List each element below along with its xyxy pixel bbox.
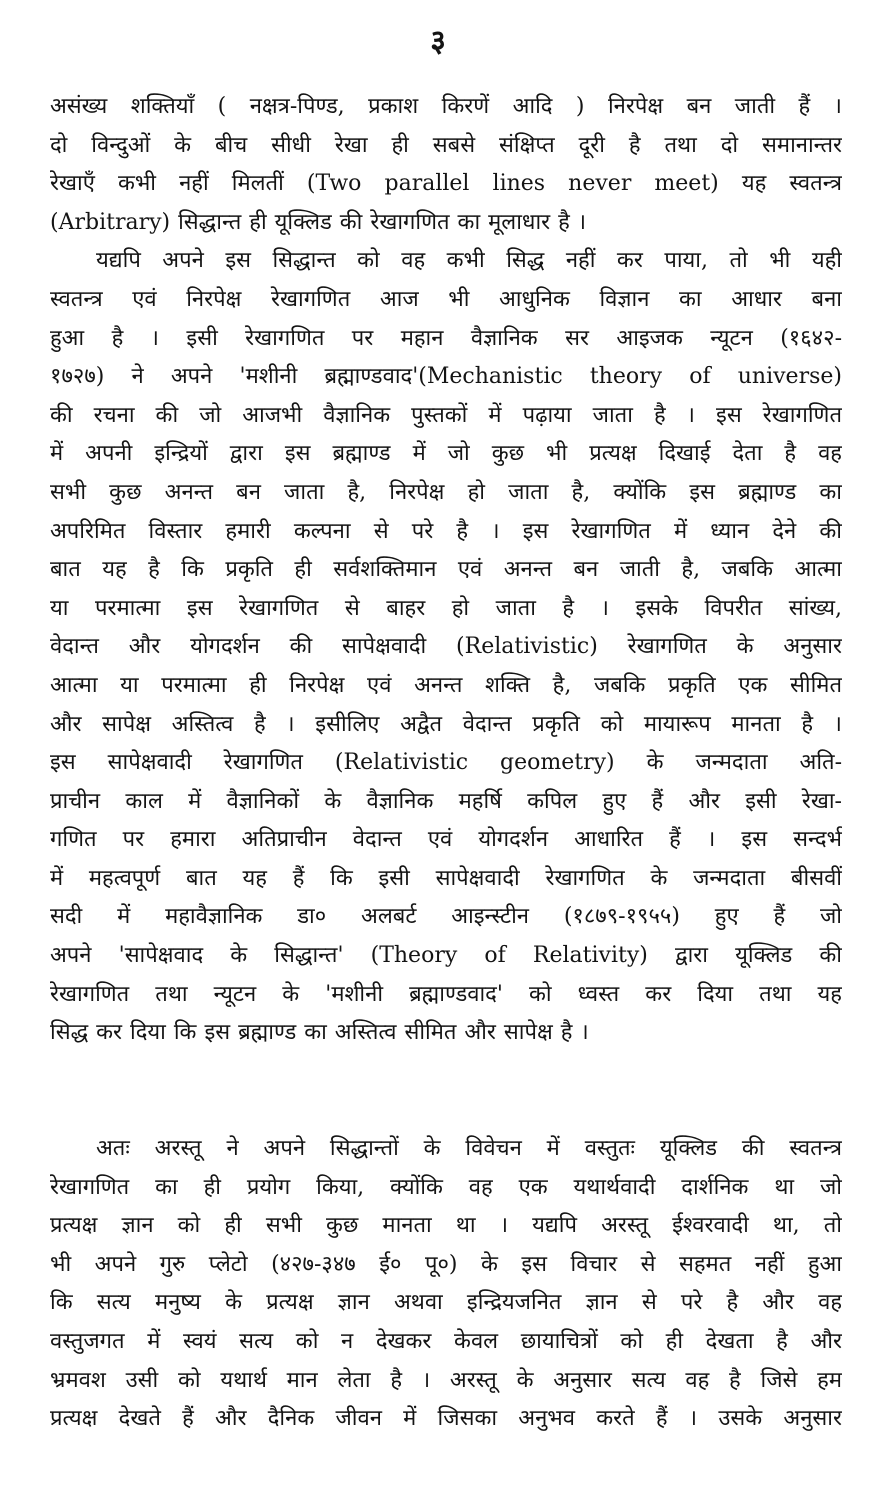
text-line: स्वतन्त्र एवं निरपेक्ष रेखागणित आज भी आधुनिक विज्ञान का आधार बना <box>50 286 842 312</box>
text-line: भी अपने गुरु प्लेटो (४२७-३४७ ई० पू०) के इस विचार से सहमत नहीं हुआ <box>50 1251 842 1277</box>
text-block-lower <box>50 1130 842 1439</box>
text-line: अतः अरस्तू ने अपने सिद्धान्तों के विवेचन में वस्तुतः यूक्लिड की स्वतन्त्र <box>96 1136 842 1161</box>
text-line: सदी में महावैज्ञानिक डा० अलबर्ट आइन्स्टीन (१८७९-१९५५) हुए हैं जो <box>50 904 842 930</box>
text-line: प्रत्यक्ष देखते हैं और दैनिक जीवन में जिसका अनुभव करते हैं । उसके अनुसार <box>50 1406 842 1432</box>
text-line: रेखाएँ कभी नहीं मिलतीं (Two parallel lines never meet) यह स्वतन्त्र <box>50 171 842 197</box>
text-line: इस सापेक्षवादी रेखागणित (Relativistic geometry) के जन्मदाता अति- <box>50 750 842 776</box>
text-line: दो विन्दुओं के बीच सीधी रेखा ही सबसे संक्षिप्त दूरी है तथा दो समानान्तर <box>50 132 842 158</box>
text-line: में अपनी इन्द्रियों द्वारा इस ब्रह्माण्ड में जो कुछ भी प्रत्यक्ष दिखाई देता है वह <box>50 441 842 467</box>
text-line: गणित पर हमारा अतिप्राचीन वेदान्त एवं योगदर्शन आधारित हैं । इस सन्दर्भ <box>50 827 842 853</box>
text-line: में महत्वपूर्ण बात यह हैं कि इसी सापेक्षवादी रेखागणित के जन्मदाता बीसवीं <box>50 865 842 891</box>
text-line: की रचना की जो आजभी वैज्ञानिक पुस्तकों में पढ़ाया जाता है । इस रेखागणित <box>50 402 842 428</box>
text-line: अपने 'सापेक्षवाद के सिद्धान्त' (Theory of Relativity) द्वारा यूक्लिड की <box>50 943 842 969</box>
text-line: प्रत्यक्ष ज्ञान को ही सभी कुछ मानता था । यद्यपि अरस्तू ईश्वरवादी था, तो <box>50 1213 842 1239</box>
text-line: असंख्य शक्तियाँ ( नक्षत्र-पिण्ड, प्रकाश किरणें आदि ) निरपेक्ष बन जाती हैं । <box>50 94 842 119</box>
text-line: अपरिमित विस्तार हमारी कल्पना से परे है । इस रेखागणित में ध्यान देने की <box>50 518 842 544</box>
text-line: यद्यपि अपने इस सिद्धान्त को वह कभी सिद्ध नहीं कर पाया, तो भी यही <box>96 248 842 274</box>
page-number: ३ <box>430 24 446 59</box>
text-line: सिद्ध कर दिया कि इस ब्रह्माण्ड का अस्तित्व सीमित और सापेक्ष है । <box>50 1020 589 1046</box>
text-line: आत्मा या परमात्मा ही निरपेक्ष एवं अनन्त शक्ति है, जबकि प्रकृति एक सीमित <box>50 672 842 698</box>
text-line: बात यह है कि प्रकृति ही सर्वशक्तिमान एवं अनन्त बन जाती है, जबकि आत्मा <box>50 557 842 583</box>
text-line: रेखागणित तथा न्यूटन के 'मशीनी ब्रह्माण्डवाद' को ध्वस्त कर दिया तथा यह <box>50 981 842 1007</box>
paragraph-2 <box>50 242 842 1052</box>
text-line: १७२७) ने अपने 'मशीनी ब्रह्माण्डवाद'(Mechanistic theory of universe) <box>50 364 842 390</box>
text-line: सभी कुछ अनन्त बन जाता है, निरपेक्ष हो जाता है, क्योंकि इस ब्रह्माण्ड का <box>50 479 842 505</box>
text-line: या परमात्मा इस रेखागणित से बाहर हो जाता है । इसके विपरीत सांख्य, <box>50 595 842 621</box>
text-line: (Arbitrary) सिद्धान्त ही यूक्लिड की रेखागणित का मूलाधार है । <box>50 209 587 235</box>
text-line: हुआ है । इसी रेखागणित पर महान वैज्ञानिक सर आइजक न्यूटन (१६४२- <box>50 325 842 351</box>
text-line: भ्रमवश उसी को यथार्थ मान लेता है । अरस्तू के अनुसार सत्य वह है जिसे हम <box>50 1367 842 1393</box>
text-block-upper <box>50 88 842 1053</box>
text-line: और सापेक्ष अस्तित्व है । इसीलिए अद्वैत वेदान्त प्रकृति को मायारूप मानता है । <box>50 711 842 737</box>
text-line: रेखागणित का ही प्रयोग किया, क्योंकि वह एक यथार्थवादी दार्शनिक था जो <box>50 1174 842 1200</box>
paragraph-1 <box>50 88 842 242</box>
text-line: कि सत्य मनुष्य के प्रत्यक्ष ज्ञान अथवा इन्द्रियजनित ज्ञान से परे है और वह <box>50 1290 842 1316</box>
text-line: प्राचीन काल में वैज्ञानिकों के वैज्ञानिक महर्षि कपिल हुए हैं और इसी रेखा- <box>50 788 842 814</box>
text-line: वेदान्त और योगदर्शन की सापेक्षवादी (Relativistic) रेखागणित के अनुसार <box>50 634 842 660</box>
text-line: वस्तुजगत में स्वयं सत्य को न देखकर केवल छायाचित्रों को ही देखता है और <box>50 1328 842 1354</box>
paragraph-3 <box>50 1130 842 1439</box>
